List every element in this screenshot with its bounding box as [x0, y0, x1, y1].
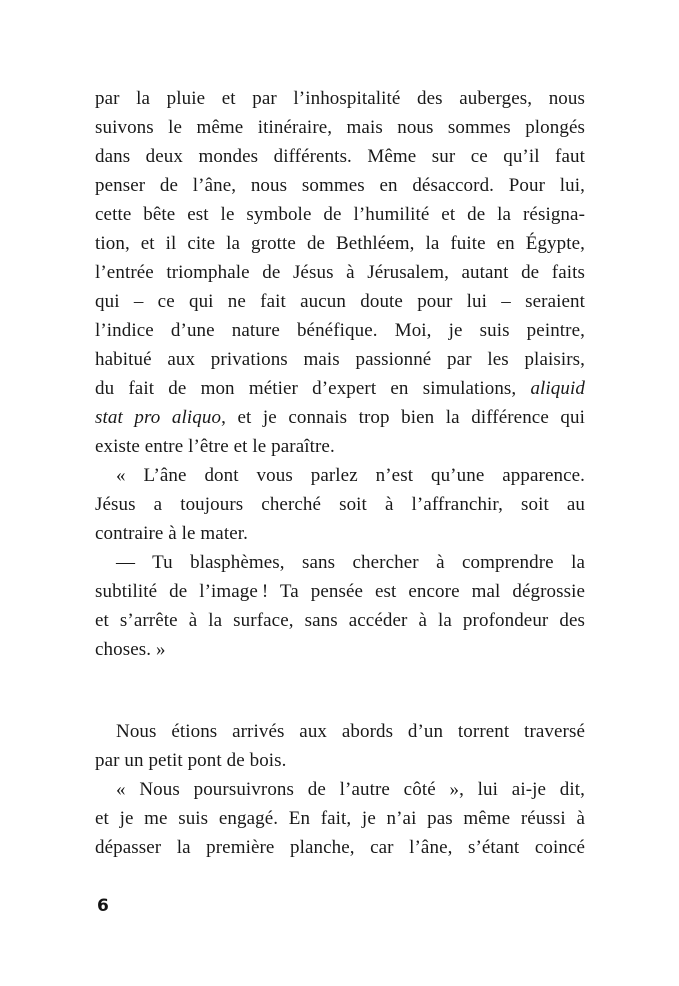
text-line [95, 345, 585, 374]
text-line [95, 804, 585, 833]
text-line [95, 833, 585, 862]
text-line [95, 171, 585, 200]
text-run: par un petit pont de bois. [95, 750, 287, 771]
text-run: l’indice d’une nature bénéfique. Moi, je suis peintre, [95, 320, 585, 341]
text-run: Jésus a toujours cherché soit à l’affranchir, soit au [95, 494, 585, 515]
text-run: l’entrée triomphale de Jésus à Jérusalem, autant de faits [95, 262, 585, 283]
text-line [95, 746, 585, 775]
text-run: cette bête est le symbole de l’humilité et de la résigna- [95, 204, 585, 225]
text-line [95, 606, 585, 635]
text-run: « L’âne dont vous parlez n’est qu’une apparence. [116, 465, 585, 486]
text-run: dans deux mondes différents. Même sur ce qu’il faut [95, 146, 585, 167]
text-line [95, 258, 585, 287]
text-line [95, 775, 585, 804]
text-line [95, 519, 585, 548]
text-run: suivons le même itinéraire, mais nous sommes plongés [95, 117, 585, 138]
page-number: 6 [97, 896, 109, 916]
text-run: tion, et il cite la grotte de Bethléem, la fuite en Égypte, [95, 233, 585, 254]
text-line [95, 374, 585, 403]
text-run: — Tu blasphèmes, sans chercher à comprendre la [116, 552, 585, 573]
text-run: et s’arrête à la surface, sans accéder à la profondeur des [95, 610, 585, 631]
text-run: habitué aux privations mais passionné par les plaisirs, [95, 349, 585, 370]
text-run: « Nous poursuivrons de l’autre côté », lui ai-je dit, [116, 779, 585, 800]
text-line [95, 287, 585, 316]
text-run: Nous étions arrivés aux abords d’un torrent traversé [116, 721, 585, 742]
text-line [95, 113, 585, 142]
text-line [95, 635, 585, 664]
italic-run: aliquid [530, 378, 585, 399]
text-line [95, 461, 585, 490]
italic-run: stat pro aliquo [95, 407, 222, 428]
text-line [95, 316, 585, 345]
text-line [95, 84, 585, 113]
text-run: qui – ce qui ne fait aucun doute pour lui – seraient [95, 291, 585, 312]
text-run: et je me suis engagé. En fait, je n’ai pas même réussi à [95, 808, 585, 829]
text-run: du fait de mon métier d’expert en simulations, [95, 378, 531, 399]
text-run: penser de l’âne, nous sommes en désaccord. Pour lui, [95, 175, 585, 196]
paragraph [95, 84, 585, 461]
text-line [95, 577, 585, 606]
text-line [95, 142, 585, 171]
page-text [95, 84, 585, 862]
paragraph [95, 717, 585, 775]
text-run: par la pluie et par l’inhospitalité des auberges, nous [95, 88, 585, 109]
text-run: contraire à le mater. [95, 523, 248, 544]
paragraph [95, 548, 585, 664]
paragraph [95, 461, 585, 548]
text-run: , et je connais trop bien la différence qui [221, 407, 585, 428]
text-line [95, 548, 585, 577]
text-run: choses. » [95, 639, 166, 660]
text-line [95, 403, 585, 432]
text-line [95, 200, 585, 229]
text-line [95, 717, 585, 746]
text-run: dépasser la première planche, car l’âne, s’étant coincé [95, 837, 585, 858]
text-line [95, 490, 585, 519]
paragraph [95, 775, 585, 862]
text-run: subtilité de l’image ! Ta pensée est encore mal dégrossie [95, 581, 585, 602]
text-run: existe entre l’être et le paraître. [95, 436, 335, 457]
text-line [95, 432, 585, 461]
text-line [95, 229, 585, 258]
